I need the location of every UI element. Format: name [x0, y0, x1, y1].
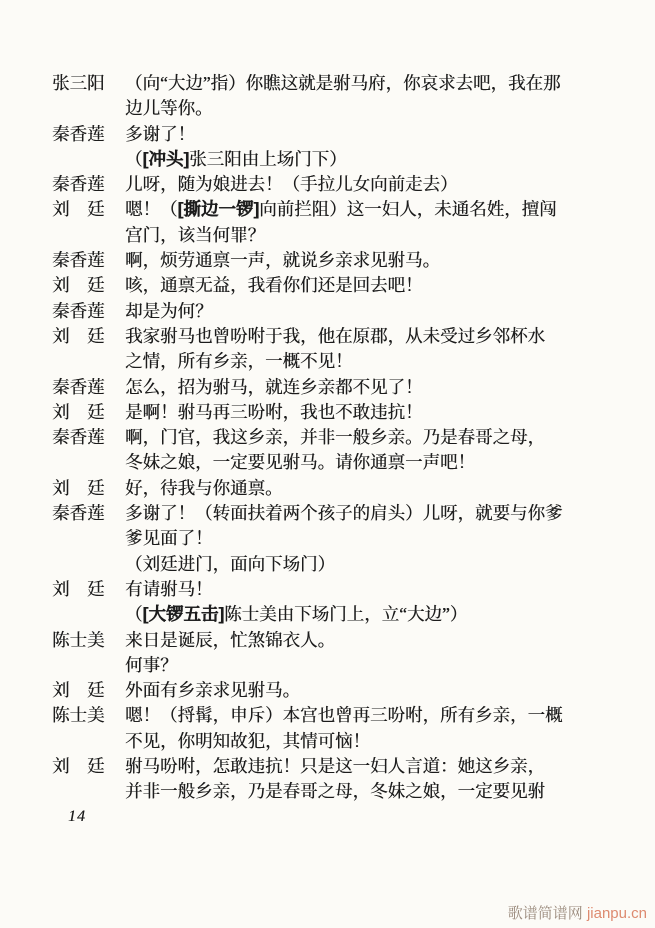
dialogue-text [125, 577, 625, 602]
dialogue-segment: 多谢了！ [125, 123, 195, 144]
script-line [52, 754, 625, 779]
dialogue-segment: 张三阳由上场门下） [189, 148, 347, 169]
dialogue-segment: 却是为何？ [125, 300, 213, 321]
speaker-name: 刘 廷 [52, 325, 105, 346]
script-line [52, 147, 625, 172]
dialogue-segment: （刘廷进门，面向下场门） [125, 553, 335, 574]
speaker-name: 秦香莲 [52, 376, 105, 397]
script-line [52, 450, 625, 475]
speaker-name: 秦香莲 [52, 250, 105, 271]
script-line [52, 400, 625, 425]
watermark-site-url: jianpu.cn [586, 905, 647, 922]
dialogue-text [125, 71, 625, 96]
script-line [52, 96, 625, 121]
speaker-name [52, 653, 125, 678]
script-line [52, 678, 625, 703]
dialogue-segment: 爹见面了！ [125, 528, 213, 549]
dialogue-text [125, 400, 625, 425]
script-line [52, 729, 625, 754]
percussion-notation: [大锣五击] [142, 604, 225, 625]
dialogue-text [125, 450, 625, 475]
speaker-name: 刘 廷 [52, 401, 105, 422]
dialogue-text [125, 678, 625, 703]
dialogue-segment: 陈士美由下场门上，立“大边”） [224, 604, 468, 625]
dialogue-segment: 是啊！驸马再三吩咐，我也不敢违抗！ [125, 401, 423, 422]
dialogue-segment: 向前拦阻）这一妇人，未通名姓，擅闯 [259, 199, 557, 220]
dialogue-text [125, 653, 625, 678]
speaker-name: 刘 廷 [52, 477, 105, 498]
script-line [52, 577, 625, 602]
watermark-site-name: 歌谱简谱网 [507, 905, 587, 922]
dialogue-segment: 儿呀，随为娘进去！（手拉儿女向前走去） [125, 174, 458, 195]
dialogue-text [125, 223, 625, 248]
script-line [52, 425, 625, 450]
speaker-name: 秦香莲 [52, 300, 105, 321]
script-line [52, 526, 625, 551]
speaker-name [52, 552, 125, 577]
speaker-name: 陈士美 [52, 705, 105, 726]
dialogue-segment: 冬妹之娘，一定要见驸马。请你通禀一声吧！ [125, 452, 475, 473]
script-line [52, 552, 625, 577]
dialogue-text [125, 552, 625, 577]
speaker-name [52, 96, 125, 121]
dialogue-segment: 宫门，该当何罪？ [125, 224, 265, 245]
speaker-name [52, 349, 125, 374]
dialogue-text [125, 703, 625, 728]
speaker-name: 刘 廷 [52, 756, 105, 777]
speaker-name: 秦香莲 [52, 427, 105, 448]
dialogue-segment: 何事？ [125, 654, 178, 675]
dialogue-text [125, 122, 625, 147]
speaker-name: 刘 廷 [52, 578, 105, 599]
dialogue-segment: 好，待我与你通禀。 [125, 477, 283, 498]
dialogue-text [125, 273, 625, 298]
dialogue-text [125, 779, 625, 804]
dialogue-segment: 并非一般乡亲，乃是春哥之母，冬妹之娘，一定要见驸 [125, 781, 545, 802]
script-line [52, 653, 625, 678]
dialogue-text [125, 96, 625, 121]
watermark [508, 902, 647, 923]
dialogue-segment: 咳，通禀无益，我看你们还是回去吧！ [125, 275, 423, 296]
script-line [52, 223, 625, 248]
dialogue-text [125, 248, 625, 273]
dialogue-segment: （向“大边”指）你瞧这就是驸马府，你哀求去吧，我在那 [125, 73, 561, 93]
speaker-name: 秦香莲 [52, 174, 105, 195]
speaker-name: 秦香莲 [52, 123, 105, 144]
dialogue-text [125, 602, 625, 627]
script-line [52, 628, 625, 653]
dialogue-text [125, 299, 625, 324]
dialogue-text [125, 172, 625, 197]
speaker-name [52, 779, 125, 804]
dialogue-segment: 之情，所有乡亲，一概不见！ [125, 351, 353, 372]
script-line [52, 602, 625, 627]
speaker-name [52, 526, 125, 551]
script-line [52, 349, 625, 374]
dialogue-segment: 多谢了！（转面扶着两个孩子的肩头）儿呀，就要与你爹 [125, 503, 563, 524]
speaker-name: 刘 廷 [52, 199, 105, 220]
dialogue-segment: 边儿等你。 [125, 98, 213, 119]
dialogue-text [125, 754, 625, 779]
dialogue-text [125, 349, 625, 374]
percussion-notation: [撕边一锣] [177, 199, 260, 220]
dialogue-text [125, 197, 625, 222]
dialogue-text [125, 729, 625, 754]
speaker-name: 张三阳 [52, 73, 105, 93]
dialogue-segment: 外面有乡亲求见驸马。 [125, 680, 300, 701]
dialogue-segment: （ [125, 148, 143, 169]
dialogue-segment: 我家驸马也曾吩咐于我，他在原郡，从未受过乡邻杯水 [125, 325, 545, 346]
speaker-name [52, 729, 125, 754]
speaker-name [52, 602, 125, 627]
speaker-name: 刘 廷 [52, 275, 105, 296]
script-line [52, 476, 625, 501]
script-line [52, 197, 625, 222]
page-number: 14 [68, 808, 86, 825]
speaker-name: 秦香莲 [52, 503, 105, 524]
script-line [52, 299, 625, 324]
dialogue-text [125, 425, 625, 450]
script-body [52, 71, 625, 805]
dialogue-segment: 嗯！（ [125, 199, 178, 220]
script-line [52, 703, 625, 728]
dialogue-text [125, 501, 625, 526]
dialogue-segment: 驸马吩咐，怎敢违抗！只是这一妇人言道：她这乡亲， [125, 756, 545, 777]
script-line [52, 122, 625, 147]
script-line [52, 273, 625, 298]
dialogue-segment: 嗯！（捋髯，申斥）本宫也曾再三吩咐，所有乡亲，一概 [125, 705, 563, 726]
script-line [52, 501, 625, 526]
dialogue-segment: 啊，门官，我这乡亲，并非一般乡亲。乃是春哥之母， [125, 427, 545, 448]
script-line [52, 375, 625, 400]
speaker-name [52, 147, 125, 172]
dialogue-segment: 有请驸马！ [125, 578, 213, 599]
dialogue-segment: （ [125, 604, 143, 625]
speaker-name: 刘 廷 [52, 680, 105, 701]
dialogue-text [125, 476, 625, 501]
script-line [52, 71, 625, 96]
dialogue-text [125, 628, 625, 653]
speaker-name [52, 450, 125, 475]
script-line [52, 248, 625, 273]
speaker-name [52, 223, 125, 248]
speaker-name: 陈士美 [52, 629, 105, 650]
script-line [52, 172, 625, 197]
dialogue-segment: 啊，烦劳通禀一声，就说乡亲求见驸马。 [125, 250, 440, 271]
script-line [52, 324, 625, 349]
script-line [52, 779, 625, 804]
dialogue-text [125, 375, 625, 400]
dialogue-text [125, 526, 625, 551]
dialogue-segment: 来日是诞辰，忙煞锦衣人。 [125, 629, 335, 650]
dialogue-segment: 怎么，招为驸马，就连乡亲都不见了！ [125, 376, 423, 397]
dialogue-segment: 不见，你明知故犯，其情可恼！ [125, 730, 370, 751]
percussion-notation: [冲头] [142, 148, 190, 169]
dialogue-text [125, 147, 625, 172]
dialogue-text [125, 324, 625, 349]
